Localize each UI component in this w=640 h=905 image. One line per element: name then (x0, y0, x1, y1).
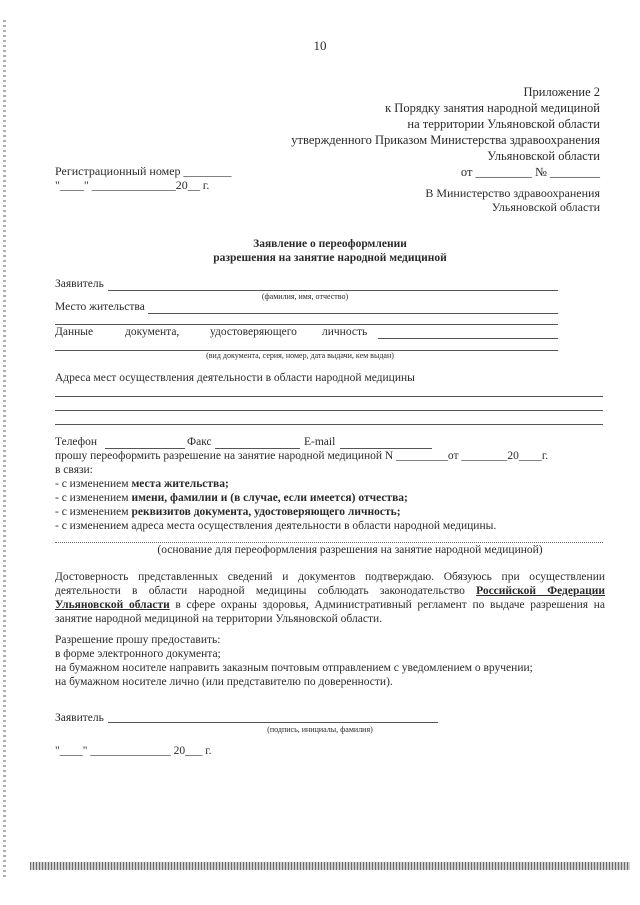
appendix-line-6: от _________ № ________ (460, 165, 600, 179)
scan-edge-bottom (30, 862, 630, 870)
appendix-line-1: Приложение 2 (523, 85, 600, 99)
reason-prefix: - с изменением (55, 478, 132, 490)
link-ulyanovsk-region[interactable]: Ульяновской области (55, 599, 170, 611)
reason-prefix: - с изменением (55, 506, 132, 518)
residence-field-2[interactable] (55, 324, 558, 325)
reason-item-1[interactable] (55, 478, 229, 490)
doc-field[interactable] (378, 338, 558, 339)
fax-field[interactable] (215, 448, 300, 449)
confirmation-part-1: Достоверность представленных сведений и документов подтверждаю. Обязуюсь при осуществлении деятельности в области народной медицины соблюдать законодательство (55, 571, 605, 597)
email-field[interactable] (340, 448, 432, 449)
delivery-option-electronic[interactable]: в форме электронного документа; (55, 648, 221, 660)
applicant-label: Заявитель (55, 278, 104, 290)
reason-item-3[interactable] (55, 506, 401, 518)
doc-label-2: документа, (125, 326, 180, 338)
appendix-line-4: утвержденного Приказом Министерства здравоохранения (291, 133, 600, 147)
delivery-intro: Разрешение прошу предоставить: (55, 634, 221, 646)
registration-date: "____" ______________20__ г. (55, 178, 210, 192)
reason-item-2[interactable] (55, 492, 408, 504)
reason-prefix: - с изменением адреса места осуществления деятельности в области народной медицины. (55, 520, 497, 532)
doc-label-4: личность (322, 326, 368, 338)
reason-intro: в связи: (55, 464, 93, 476)
signature-field[interactable] (108, 722, 438, 723)
doc-label-1: Данные (55, 326, 94, 338)
reason-item-4[interactable] (55, 520, 496, 532)
addressee-line-1: В Министерство здравоохранения (425, 186, 600, 200)
phone-field[interactable] (105, 448, 185, 449)
address-label: Адреса мест осуществления деятельности в области народной медицины (55, 372, 415, 384)
email-label: E-mail (304, 436, 336, 448)
signature-label: Заявитель (55, 712, 104, 724)
signature-hint: (подпись, инициалы, фамилия) (267, 725, 373, 734)
applicant-hint: (фамилия, имя, отчество) (261, 292, 349, 301)
document-title-line-2: разрешения на занятие народной медициной (213, 252, 447, 264)
appendix-line-3: на территории Ульяновской области (407, 117, 600, 131)
address-field-3[interactable] (55, 424, 603, 425)
doc-label-3: удостоверяющего (210, 326, 297, 338)
reason-bold: реквизитов документа, удостоверяющего личность; (131, 506, 401, 518)
address-field-1[interactable] (55, 396, 603, 397)
document-title-line-1: Заявление о переоформлении (253, 238, 407, 250)
addressee-line-2: Ульяновской области (491, 200, 600, 214)
address-field-2[interactable] (55, 410, 603, 411)
request-text: прошу переоформить разрешение на занятие народной медициной N _________от ________20____г. (55, 450, 549, 462)
signature-date: "____" ______________ 20___ г. (55, 745, 212, 757)
applicant-field[interactable] (108, 290, 558, 291)
doc-hint: (вид документа, серия, номер, дата выдачи, кем выдан) (206, 351, 394, 360)
appendix-header (240, 84, 600, 180)
registration-number: Регистрационный номер ________ (55, 164, 232, 178)
reason-prefix: - с изменением (55, 492, 132, 504)
delivery-option-mail[interactable]: на бумажном носителе направить заказным почтовым отправлением с уведомлением о вручении; (55, 662, 533, 674)
confirmation-paragraph (55, 570, 605, 626)
appendix-line-2: к Порядку занятия народной медициной (385, 101, 600, 115)
delivery-option-personal[interactable]: на бумажном носителе лично (или представителю по доверенности). (55, 676, 393, 688)
appendix-line-5: Ульяновской области (487, 149, 600, 163)
link-russian-federation[interactable]: Российской Федерации (476, 585, 605, 597)
confirmation-part-3: в сфере охраны здоровья, Административный регламент по выдаче разрешения на занятие народной медициной на территории Ульяновской области. (55, 599, 605, 625)
phone-label: Телефон (55, 436, 98, 448)
reason-bold: имени, фамилии и (в случае, если имеется) отчества; (131, 492, 408, 504)
basis-field[interactable] (55, 542, 603, 543)
page-number: 10 (313, 38, 327, 53)
reason-bold: места жительства; (131, 478, 229, 490)
fax-label: Факс (187, 436, 212, 448)
basis-hint: (основание для переоформления разрешения на занятие народной медициной) (157, 544, 543, 556)
residence-label: Место жительства (55, 301, 145, 313)
scan-edge-left (3, 20, 6, 880)
residence-field[interactable] (148, 313, 558, 314)
